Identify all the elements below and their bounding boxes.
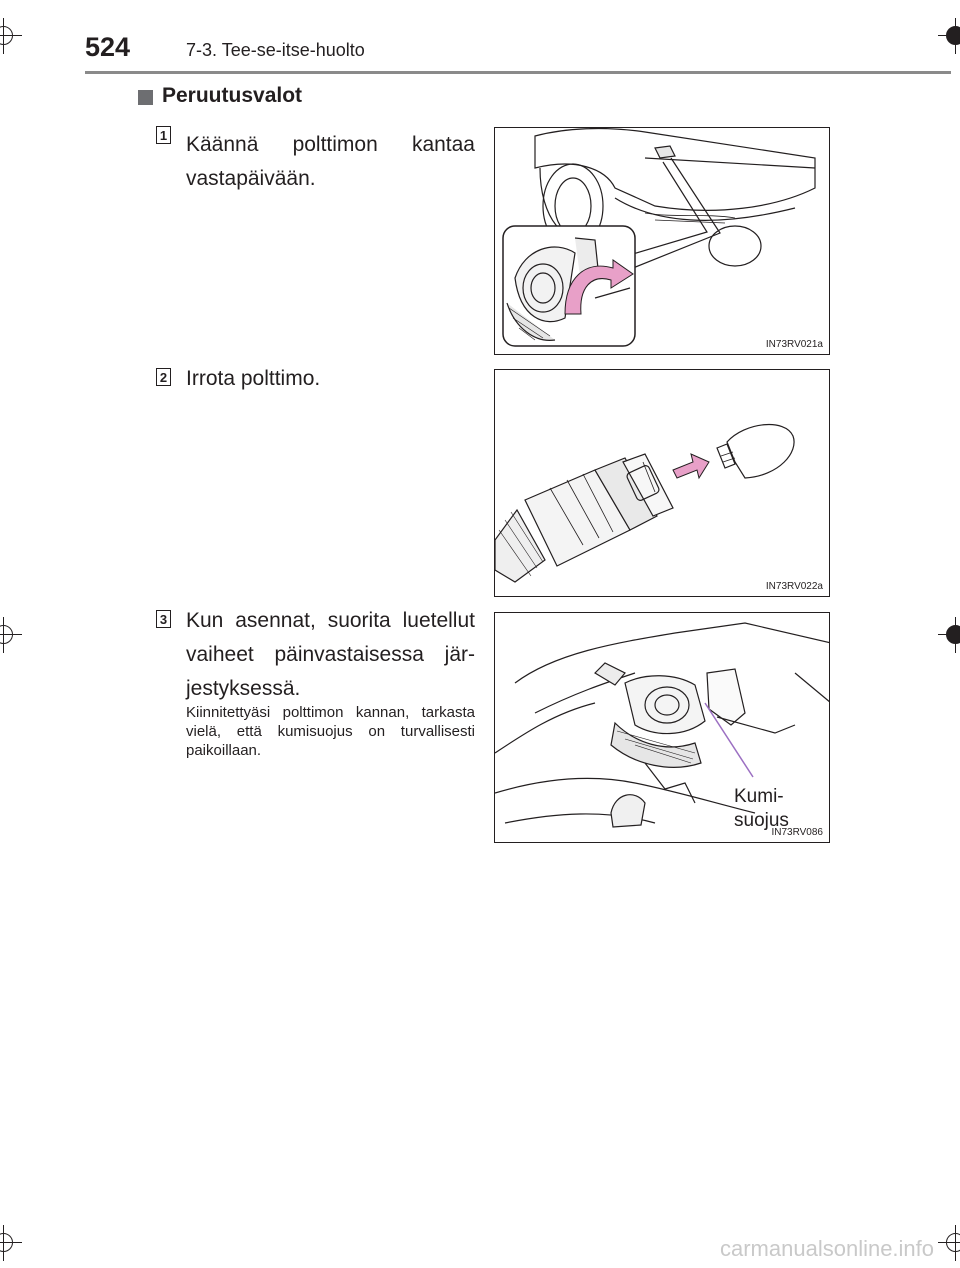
watermark-text: carmanualsonline.info [720,1236,935,1261]
step-3-text: Kun asennat, suorita luetellut vaiheet päinvastaisessa jär-jestyksessä. [186,609,475,700]
section-marker-icon [138,90,153,105]
chapter-title: 7-3. Tee-se-itse-huolto [186,40,365,60]
callout-label-line1: Kumi- [734,786,784,807]
figure-1-code: IN73RV021a [765,339,823,350]
step-2-badge: 2 [156,368,171,386]
header-rule [85,71,951,74]
crop-mark-bottom-left [0,1225,22,1261]
step-3-note: Kiinnitettyäsi polttimon kannan, tarkasta vielä, että kumisuojus on turvallisesti paikoillaan. [186,704,475,759]
page-number: 524 [85,32,131,62]
figure-rotate-socket [494,127,830,355]
bulb-removal-illustration [495,370,830,597]
callout-label-line2: suojus [734,810,789,831]
crop-mark-top-right [938,18,960,54]
step-2-text: Irrota polttimo. [186,367,321,390]
figure-2-code: IN73RV022a [765,581,823,592]
crop-mark-mid-right [938,617,960,653]
figure-remove-bulb [494,369,830,597]
crop-mark-mid-left [0,617,22,653]
step-1-badge: 1 [156,126,171,144]
section-title: Peruutusvalot [162,84,303,107]
step-1-text: Käännä polttimon kantaa vastapäivään. [186,133,475,190]
figure-rubber-cover [494,612,830,843]
step-3-badge: 3 [156,610,171,628]
rear-bumper-illustration [495,128,830,355]
crop-mark-top-left [0,18,22,54]
crop-mark-bottom-right [938,1225,960,1261]
pull-arrow-icon [673,454,709,478]
figure-3-code: IN73RV086 [771,827,823,838]
